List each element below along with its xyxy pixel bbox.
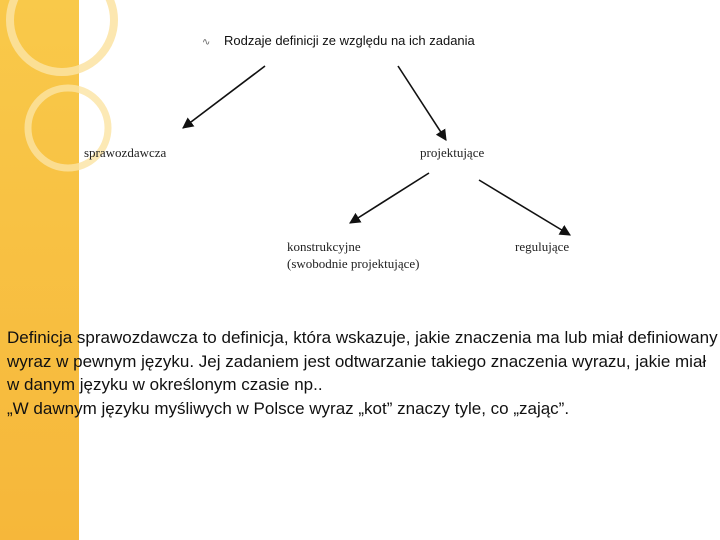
arrow-to-projektujace	[398, 66, 446, 140]
wave-bullet-icon: ∿	[202, 37, 211, 48]
arrow-to-sprawozdawcza	[183, 66, 265, 128]
node-projektujace: projektujące	[420, 145, 485, 160]
arrow-to-konstrukcyjne	[350, 173, 429, 223]
node-konstrukcyjne	[287, 238, 419, 272]
arrow-to-regulujace	[479, 180, 570, 235]
paragraph-line-1: Definicja sprawozdawcza to definicja, która wskazuje, jakie znaczenia ma lub miał definiowany	[7, 328, 718, 347]
node-regulujace: regulujące	[515, 239, 570, 254]
node-konstrukcyjne-line1: konstrukcyjne	[287, 239, 361, 254]
node-sprawozdawcza: sprawozdawcza	[84, 145, 167, 160]
slide-title: Rodzaje definicji ze względu na ich zadania	[224, 33, 475, 48]
paragraph-line-3: w danym języku w określonym czasie np..	[7, 375, 323, 394]
paragraph-line-4: „W dawnym języku myśliwych w Polsce wyraz „kot” znaczy tyle, co „zając”.	[7, 398, 570, 418]
node-konstrukcyjne-line2: (swobodnie projektujące)	[287, 256, 420, 271]
definition-paragraph	[7, 326, 720, 420]
paragraph-line-2: wyraz w pewnym języku. Jej zadaniem jest odtwarzanie takiego znaczenia wyrazu, jakie miał	[7, 351, 707, 371]
